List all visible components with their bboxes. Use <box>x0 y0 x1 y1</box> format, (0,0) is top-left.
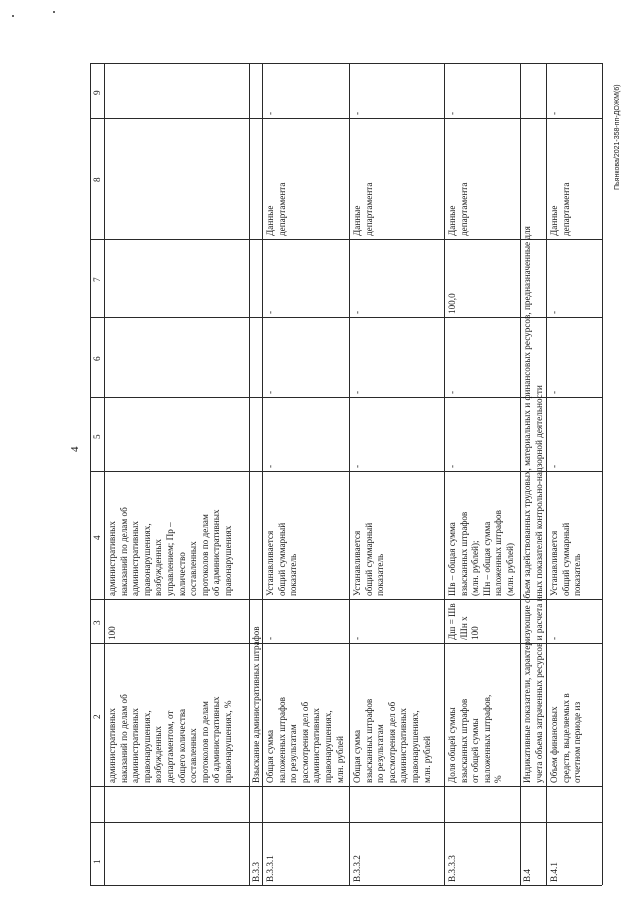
row-b333-name: Доля общей суммы взысканных штрафов от общей суммы наложенных штрафов, % <box>447 694 504 783</box>
row-b332-col5: - <box>352 464 362 468</box>
cont-row-method: административных наказаний по делам об административных правонарушениях, возбужденных управлением; Пр – количество составленных протоколов по делам об административных правонарушениях <box>107 507 233 596</box>
scan-speck <box>53 11 55 13</box>
header-col-7: 7 <box>92 277 102 282</box>
row-b333-source: Данные департамента <box>447 182 469 236</box>
row-b331-col7: - <box>265 310 275 314</box>
grid-line <box>546 63 547 885</box>
section-b33-number: В.3.3 <box>251 862 261 882</box>
row-b41-formula: - <box>549 636 559 640</box>
grid-line <box>90 118 602 119</box>
header-col-1: 1 <box>92 859 102 864</box>
row-b41-col9: - <box>549 111 559 115</box>
row-b41-name: Объем финансовых средств, выделяемых в отчетном периоде из <box>549 693 583 783</box>
page-number: 4 <box>69 446 81 452</box>
row-b332-name: Общая сумма взысканных штрафов по результатам рассмотрения дел об административных правонарушениях, млн. рублей <box>352 698 432 783</box>
header-col-9: 9 <box>92 90 102 95</box>
scan-speck <box>12 15 14 17</box>
section-b33-title: Взыскание административных штрафов <box>251 626 261 783</box>
row-b332-source: Данные департамента <box>352 182 374 236</box>
row-b332-method: Устанавливается общий суммарный показатель <box>352 522 386 596</box>
row-b331-col6: - <box>265 390 275 394</box>
row-b41-col7: - <box>549 310 559 314</box>
row-b332-col9: - <box>352 111 362 115</box>
grid-line <box>90 63 91 885</box>
row-b333-number: В.3.3.3 <box>447 855 457 882</box>
grid-line <box>90 822 602 823</box>
row-b41-col5: - <box>549 464 559 468</box>
row-b331-number: В.3.3.1 <box>265 855 275 882</box>
row-b331-col5: - <box>265 464 275 468</box>
grid-line <box>520 63 521 885</box>
document-reference: Пьянкова/2021-358-пп-ДОЖМ(6) <box>614 84 621 190</box>
row-b332-col7: - <box>352 310 362 314</box>
row-b332-col6: - <box>352 390 362 394</box>
header-col-3: 3 <box>92 620 102 625</box>
row-b331-name: Общая сумма наложенных штрафов по результатам рассмотрения дел об административных правонарушениях, млн. рублей <box>265 697 345 783</box>
row-b333-col5: - <box>447 464 457 468</box>
header-col-8: 8 <box>92 177 102 182</box>
row-b331-source: Данные департамента <box>265 182 287 236</box>
header-col-4: 4 <box>92 535 102 540</box>
row-b331-method: Устанавливается общий суммарный показатель <box>265 522 299 596</box>
row-b41-method: Устанавливается общий суммарный показатель <box>549 522 583 596</box>
header-col-6: 6 <box>92 356 102 361</box>
row-b333-col9: - <box>447 111 457 115</box>
row-b333-col7: 100,0 <box>447 293 457 314</box>
grid-line <box>249 63 250 885</box>
grid-line <box>349 63 350 885</box>
grid-line <box>602 63 603 885</box>
row-b332-formula: - <box>352 636 362 640</box>
row-b41-number: В.4.1 <box>549 862 559 882</box>
row-b41-col6: - <box>549 390 559 394</box>
header-col-5: 5 <box>92 434 102 439</box>
grid-line <box>444 63 445 885</box>
grid-line <box>90 63 602 64</box>
row-b331-col9: - <box>265 111 275 115</box>
row-b331-formula: - <box>265 636 275 640</box>
grid-line <box>90 885 602 886</box>
section-b4-title: Индикативные показатели, характеризующие объем задействованных трудовых, материальных и финансовых ресурсов, предназначенные для учета объема затраченных ресурсов и расчета иных показателей контрольно-надзорной деятельности <box>522 226 544 783</box>
row-b41-source: Данные департамента <box>549 182 571 236</box>
header-col-2: 2 <box>92 714 102 719</box>
cont-row-name: административных наказаний по делам об административных правонарушениях, возбужденных департаментом, от общего количества составленных протоколов по делам об административных правонарушениях, % <box>107 694 233 783</box>
grid-line <box>90 786 602 787</box>
row-b333-col6: - <box>447 390 457 394</box>
section-b4-number: В.4 <box>522 868 532 882</box>
row-b333-formula: Дш = Шв /Шн х 100 <box>447 603 481 640</box>
cont-row-formula: 100 <box>107 626 117 640</box>
grid-line <box>104 63 105 885</box>
row-b332-number: В.3.3.2 <box>352 855 362 882</box>
row-b333-method: Шв – общая сумма взысканных штрафов (млн. рублей); Шн – общая сумма наложенных штрафов (млн. рублей) <box>447 510 515 596</box>
